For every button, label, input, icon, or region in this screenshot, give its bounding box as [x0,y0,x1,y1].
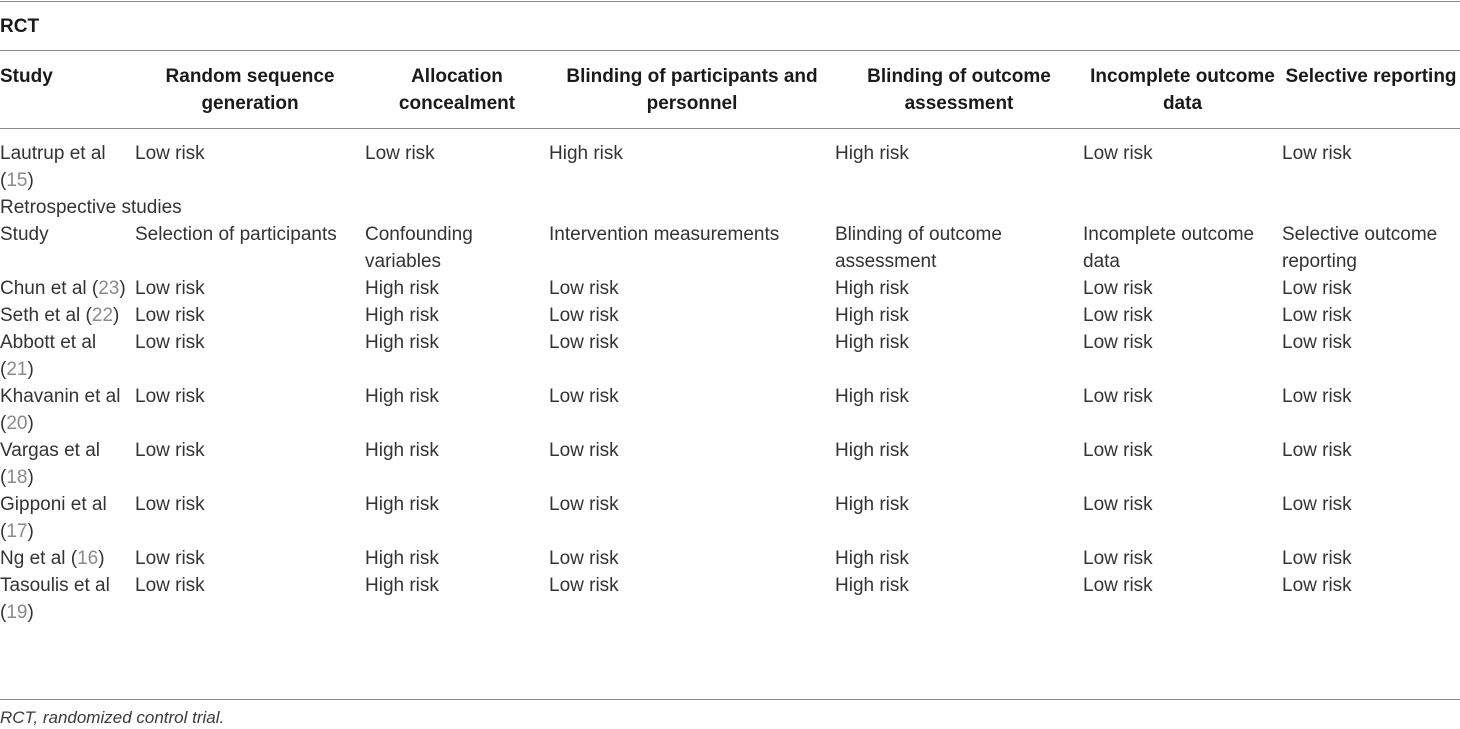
study-name: Vargas et al [0,440,100,461]
ref-paren-open: ( [86,278,99,299]
reference-link: 16 [77,548,99,569]
reference-link: 19 [6,602,28,623]
subheader-cell: Incomplete outcome data [1083,224,1255,272]
ref-paren-close: ) [27,359,34,380]
subheader-cell: Selection of participants [135,224,337,245]
risk-cell: Low risk [135,494,205,515]
study-cell [0,329,135,383]
risk-cell: Low risk [1282,386,1352,407]
risk-cell: Low risk [135,575,205,596]
risk-cell: Low risk [135,548,205,569]
ref-paren-close: ) [113,305,120,326]
risk-cell: High risk [365,305,439,326]
study-cell [0,275,135,302]
study-cell [0,545,135,572]
risk-cell: High risk [835,440,909,461]
risk-cell: Low risk [1282,332,1352,353]
study-cell [0,302,135,329]
risk-cell: Low risk [549,575,619,596]
ref-paren-close: ) [27,170,34,191]
risk-cell: Low risk [365,143,435,164]
risk-cell: High risk [835,332,909,353]
subheader-row [0,221,1460,275]
risk-cell: Low risk [549,494,619,515]
risk-cell: Low risk [1083,305,1153,326]
subheader-cell: Confounding variables [365,224,473,272]
risk-cell: Low risk [135,386,205,407]
reference-link: 23 [98,278,120,299]
subheader-cell: Blinding of outcome assessment [835,224,1002,272]
study-name: Abbott et al [0,332,97,353]
ref-paren-close: ) [98,548,105,569]
header-incomplete-data: Incomplete outcome data [1090,66,1275,114]
table-row [0,329,1460,383]
ref-paren-close: ) [119,278,126,299]
risk-cell: Low risk [549,440,619,461]
ref-paren-open: ( [0,170,7,191]
risk-cell: High risk [365,575,439,596]
study-name: Tasoulis et al [0,575,110,596]
risk-cell: High risk [365,494,439,515]
risk-cell: High risk [835,305,909,326]
reference-link: 15 [6,170,28,191]
study-name: Gipponi et al [0,494,107,515]
risk-cell: High risk [365,386,439,407]
risk-cell: Low risk [1083,440,1153,461]
ref-paren-open: ( [0,521,7,542]
bottom-rule [0,699,1460,700]
study-cell [0,572,135,626]
top-rule [0,1,1460,2]
risk-cell: Low risk [1282,278,1352,299]
risk-of-bias-table [0,51,1460,626]
risk-cell: Low risk [135,278,205,299]
table-row [0,275,1460,302]
header-row [0,51,1460,128]
ref-paren-close: ) [27,521,34,542]
risk-cell: Low risk [1282,575,1352,596]
study-cell [0,491,135,545]
study-name: Chun et al [0,278,87,299]
header-selective-reporting: Selective reporting [1285,66,1457,87]
risk-cell: Low risk [1282,548,1352,569]
table-row [0,383,1460,437]
risk-cell: High risk [365,332,439,353]
study-name: Seth et al [0,305,81,326]
risk-cell: Low risk [1083,386,1153,407]
ref-paren-close: ) [27,413,34,434]
table-footnote: RCT, randomized control trial. [0,708,225,727]
table-row [0,437,1460,491]
reference-link: 22 [91,305,114,326]
risk-cell: Low risk [135,143,205,164]
risk-cell: Low risk [1083,143,1153,164]
risk-cell: Low risk [1083,575,1153,596]
reference-link: 20 [6,413,28,434]
risk-cell: High risk [549,143,623,164]
risk-cell: High risk [835,143,909,164]
table-body [0,128,1460,626]
study-cell [0,383,135,437]
risk-cell: High risk [835,278,909,299]
ref-paren-open: ( [80,305,92,326]
ref-paren-close: ) [27,602,34,623]
risk-cell: Low risk [1083,332,1153,353]
table-row [0,491,1460,545]
risk-cell: Low risk [549,305,619,326]
subsection-row [0,194,1460,221]
risk-cell: Low risk [549,386,619,407]
risk-cell: Low risk [1282,305,1352,326]
study-cell [0,128,135,194]
risk-cell: High risk [835,548,909,569]
study-name: Lautrup et al [0,143,106,164]
ref-paren-open: ( [0,467,7,488]
risk-cell: Low risk [1083,494,1153,515]
study-name: Khavanin et al [0,386,121,407]
risk-cell: High risk [835,494,909,515]
subsection-title: Retrospective studies [0,197,182,218]
risk-cell: High risk [365,440,439,461]
risk-cell: Low risk [135,332,205,353]
study-cell [0,437,135,491]
subheader-cell: Study [0,224,49,245]
risk-cell: Low risk [1083,548,1153,569]
reference-link: 17 [6,521,28,542]
table-row [0,545,1460,572]
table-row [0,302,1460,329]
header-random-sequence-generation: Random sequence generation [165,66,335,114]
study-name: Ng et al [0,548,66,569]
risk-cell: Low risk [549,332,619,353]
subheader-cell: Intervention measurements [549,224,780,245]
risk-cell: Low risk [135,440,205,461]
ref-paren-open: ( [0,413,7,434]
ref-paren-open: ( [0,602,7,623]
section-title-rct: RCT [0,16,40,37]
table-row [0,128,1460,194]
risk-cell: High risk [365,548,439,569]
table-row [0,572,1460,626]
header-blinding-outcome: Blinding of outcome assessment [867,66,1051,114]
risk-cell: Low risk [1282,143,1352,164]
risk-cell: High risk [835,575,909,596]
subheader-cell: Selective outcome reporting [1282,224,1438,272]
ref-paren-close: ) [27,467,34,488]
risk-cell: Low risk [549,548,619,569]
risk-cell: High risk [835,386,909,407]
ref-paren-open: ( [65,548,78,569]
risk-cell: High risk [365,278,439,299]
reference-link: 21 [6,359,28,380]
ref-paren-open: ( [0,359,7,380]
risk-cell: Low risk [1083,278,1153,299]
reference-link: 18 [6,467,28,488]
risk-cell: Low risk [1282,494,1352,515]
header-study: Study [0,66,53,87]
header-blinding-participants: Blinding of participants and personnel [566,66,818,114]
header-allocation-concealment: Allocation concealment [398,66,516,114]
risk-cell: Low risk [135,305,205,326]
risk-cell: Low risk [1282,440,1352,461]
risk-cell: Low risk [549,278,619,299]
